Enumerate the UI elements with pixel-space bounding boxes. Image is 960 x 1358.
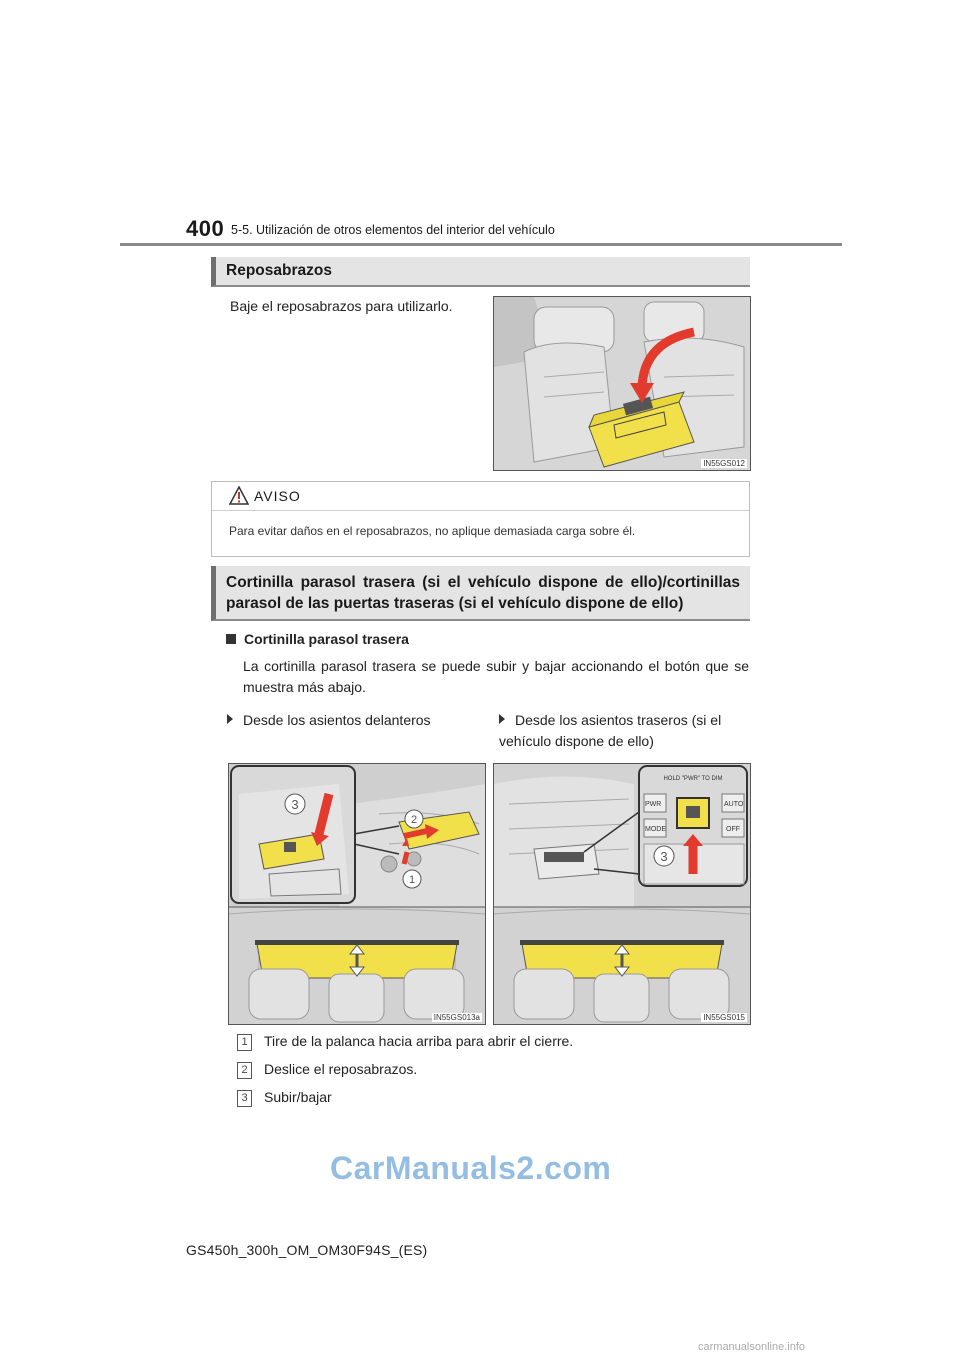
running-header: 5-5. Utilización de otros elementos del interior del vehículo (231, 223, 555, 237)
front-seat-illustration (228, 763, 486, 1025)
triangle-bullet-icon (227, 714, 233, 724)
warning-icon (229, 486, 249, 505)
page-number: 400 (186, 216, 225, 241)
callout-1: 1 (408, 874, 416, 886)
subheading: Cortinilla parasol trasera (226, 629, 409, 650)
image-code: IN55GS015 (703, 1013, 745, 1022)
triangle-bullet-icon (499, 714, 505, 724)
panel-label-pwr: PWR (645, 801, 662, 808)
legend-number: 1 (237, 1034, 252, 1051)
notice-box (211, 481, 750, 557)
callout-3: 3 (660, 849, 668, 864)
col-right-label: Desde los asientos traseros (si el vehículo dispone de ello) (499, 712, 722, 749)
callout-2: 2 (410, 814, 418, 826)
panel-label-auto: AUTO (724, 801, 744, 808)
watermark: CarManuals2.com (330, 1150, 612, 1186)
image-code: IN55GS013a (433, 1013, 480, 1022)
section-heading-sunshade: Cortinilla parasol trasera (si el vehículo dispone de ello)/cortinillas parasol de las puertas traseras (si el vehículo dispone de ello) (211, 566, 750, 621)
footer-code: GS450h_300h_OM_OM30F94S_(ES) (186, 1242, 428, 1258)
notice-header (212, 482, 749, 511)
panel-label-off: OFF (726, 826, 740, 833)
watermark-secondary: carmanualsonline.info (698, 1341, 806, 1353)
armrest-text: Baje el reposabrazos para utilizarlo. (230, 298, 453, 314)
sunshade-text: La cortinilla parasol trasera se puede subir y bajar accionando el botón que se muestra más abajo. (243, 658, 749, 695)
notice-title: AVISO (254, 488, 301, 504)
panel-label-mode: MODE (645, 826, 666, 833)
callout-3: 3 (291, 797, 299, 812)
square-bullet-icon (226, 634, 236, 644)
notice-text: Para evitar daños en el reposabrazos, no aplique demasiada carga sobre él. (229, 524, 636, 538)
panel-label-hold: HOLD "PWR" TO DIM (663, 776, 723, 782)
legend-item: 3 Subir/bajar (237, 1089, 332, 1107)
image-code: IN55GS012 (703, 459, 745, 468)
armrest-illustration (493, 296, 751, 471)
header-rule (120, 243, 842, 246)
legend-item: 2 Deslice el reposabrazos. (237, 1061, 417, 1079)
legend-number: 2 (237, 1062, 252, 1079)
section-heading-armrest: Reposabrazos (211, 257, 750, 287)
legend-item: 1 Tire de la palanca hacia arriba para abrir el cierre. (237, 1033, 573, 1051)
rear-seat-illustration (493, 763, 751, 1025)
col-left-label: Desde los asientos delanteros (227, 710, 431, 731)
legend-number: 3 (237, 1090, 252, 1107)
